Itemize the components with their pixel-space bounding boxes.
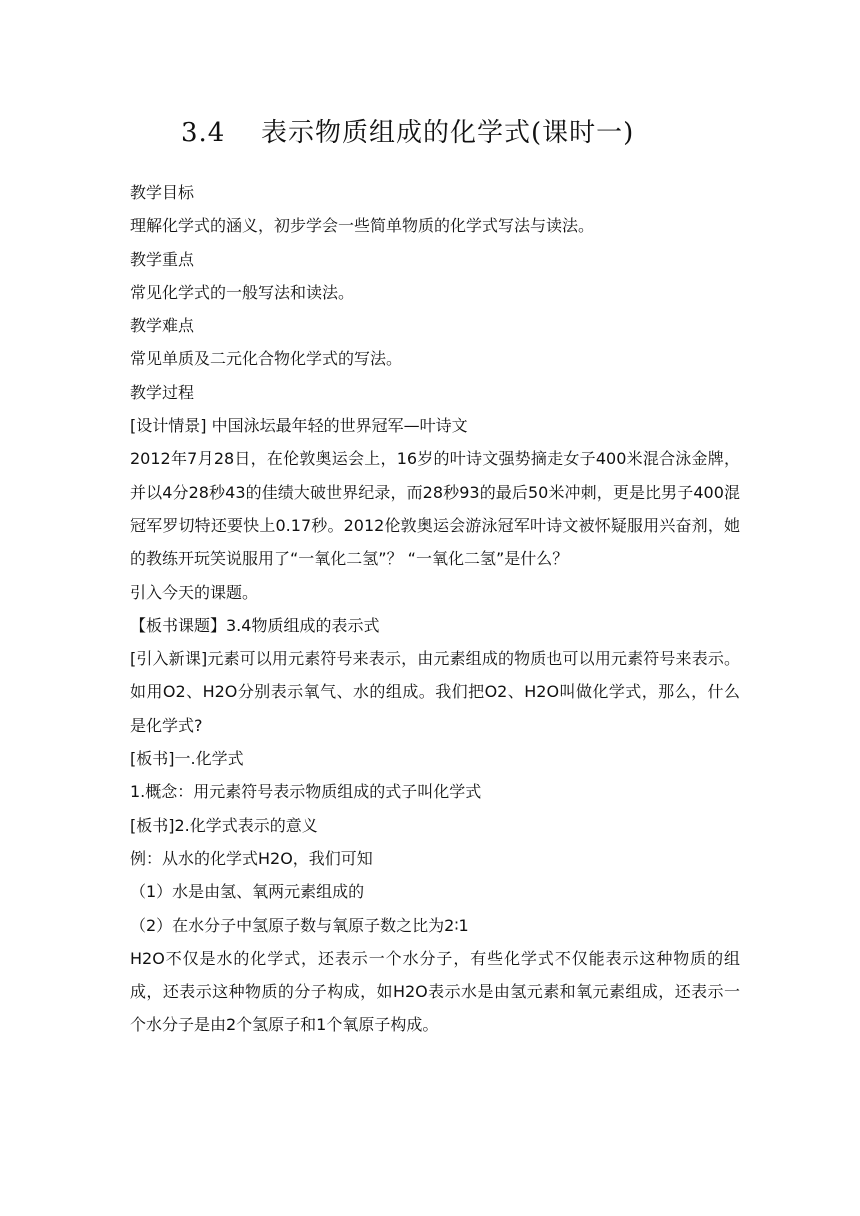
title-text: 表示物质组成的化学式(课时一)	[261, 118, 635, 148]
paragraph-board-meaning: [板书]2.化学式表示的意义	[130, 815, 318, 835]
paragraph-difficulties: 常见单质及二元化合物化学式的写法。	[130, 349, 403, 369]
heading-key-points: 教学重点	[130, 249, 195, 269]
page-title	[181, 112, 634, 149]
paragraph-board-formula: [板书]一.化学式	[130, 749, 244, 769]
paragraph-point-1: （1）水是由氢、氧两元素组成的	[130, 882, 365, 902]
title-number: 3.4	[181, 118, 226, 148]
paragraph-scenario: [设计情景] 中国泳坛最年轻的世界冠军—叶诗文	[130, 416, 468, 436]
paragraph-introduce-topic: 引入今天的课题。	[130, 582, 259, 602]
document-body	[130, 176, 740, 1042]
heading-difficulties: 教学难点	[130, 316, 195, 336]
paragraph-new-lesson: [引入新课]元素可以用元素符号来表示，由元素组成的物质也可以用元素符号来表示。如用O2、H2O分别表示氧气、水的组成。我们把O2、H2O叫做化学式，那么，什么是化学式?	[130, 649, 740, 735]
heading-objectives: 教学目标	[130, 183, 195, 202]
paragraph-board-topic: 【板书课题】3.4物质组成的表示式	[130, 615, 380, 635]
paragraph-concept: 1.概念：用元素符号表示物质组成的式子叫化学式	[130, 782, 482, 802]
heading-process: 教学过程	[130, 382, 195, 402]
paragraph-story: 2012年7月28日，在伦敦奥运会上，16岁的叶诗文强势摘走女子400米混合泳金牌，并以4分28秒43的佳绩大破世界纪录，而28秒93的最后50米冲刺，更是比男子400混冠军罗切特还要快上0.17秒。2012伦敦奥运会游泳冠军叶诗文被怀疑服用兴奋剂，她的教练开玩笑说服用了“一氧化二氢”？ “一氧化二氢”是什么？	[130, 449, 740, 569]
paragraph-h2o-explanation: H2O不仅是水的化学式，还表示一个水分子，有些化学式不仅能表示这种物质的组成，还表示这种物质的分子构成，如H2O表示水是由氢元素和氧元素组成，还表示一个水分子是由2个氢原子和1个氧原子构成。	[130, 948, 740, 1035]
paragraph-example: 例：从水的化学式H2O，我们可知	[130, 848, 373, 868]
paragraph-objectives: 理解化学式的涵义，初步学会一些简单物质的化学式写法与读法。	[130, 216, 595, 236]
paragraph-point-2: （2）在水分子中氢原子数与氧原子数之比为2∶1	[130, 915, 469, 935]
paragraph-key-points: 常见化学式的一般写法和读法。	[130, 282, 355, 302]
